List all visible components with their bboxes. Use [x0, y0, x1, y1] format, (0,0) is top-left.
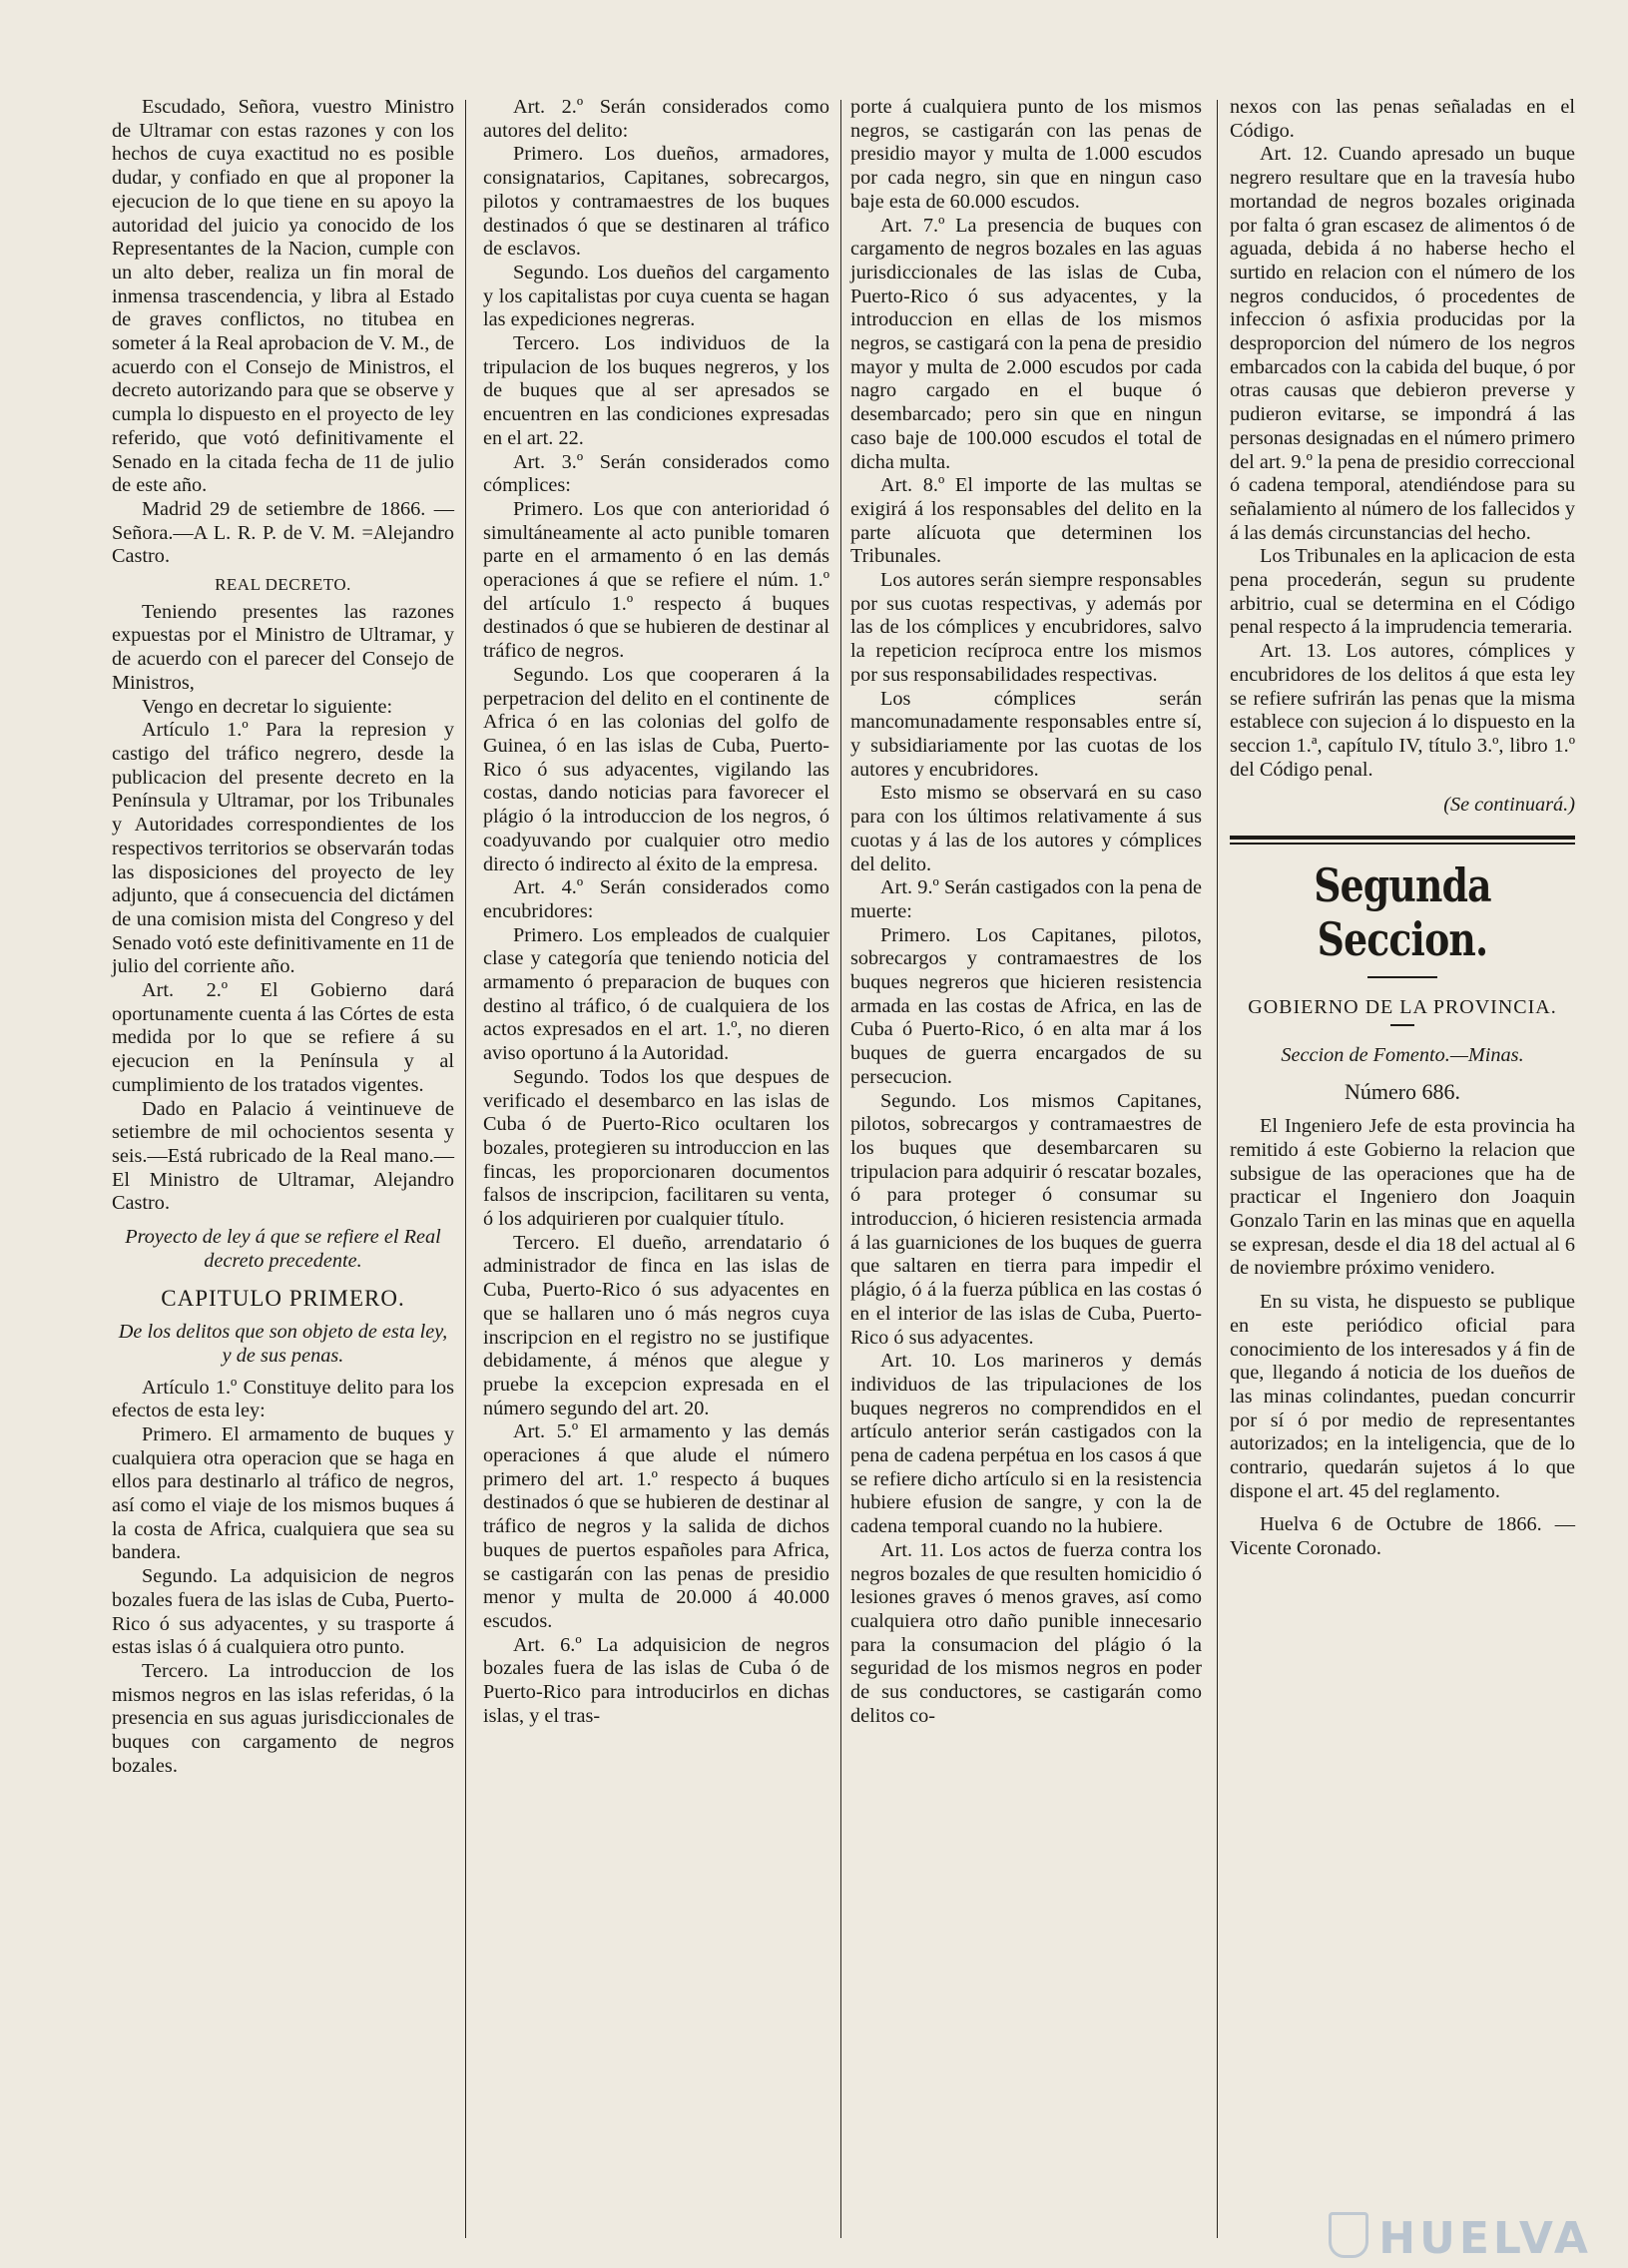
continuara-note: (Se continuará.) [1443, 794, 1575, 817]
paragraph: El Ingeniero Jefe de esta provincia ha remitido á este Gobierno la relacion que subsigue de las operaciones que ha de practicar el Ingeniero don Joaquin Gonzalo Tarin en las minas que en aquella se expresan, desde el dia 18 del actual al 6 de noviembre próximo venidero. [1230, 1115, 1575, 1280]
paragraph: Primero. Los Capitanes, pilotos, sobrecargos y contramaestres de los buques negreros que hicieren resistencia armada en las costas de Africa, en las de Cuba ó Puerto-Rico, ó en alta mar á los buques de guerra encargados de su persecucion. [850, 923, 1202, 1088]
paragraph: Los autores serán siempre responsables por sus cuotas respectivas, y además por las de los cómplices y encubridores, salvo la repeticion recíproca entre los mismos por sus responsabilidades respectivas. [850, 569, 1202, 686]
paragraph: Art. 9.º Serán castigados con la pena de muerte: [850, 876, 1202, 922]
paragraph: Primero. Los dueños, armadores, consignatarios, Capitanes, sobrecargos, pilotos y contramaestres de los buques destinados ó que se destinaren al tráfico de esclavos. [483, 143, 829, 261]
paragraph: Art. 13. Los autores, cómplices y encubridores de los delitos á que esta ley se refiere sufrirán las penas que la misma establece con sujecion á lo dispuesto en la seccion 1.ª, capítulo IV, título 3.º, libro 1.º del Código penal. [1230, 640, 1575, 781]
paragraph: Tercero. El dueño, arrendatario ó administrador de finca en las islas de Cuba, Puerto-Rico ó sus adyacentes en que se hallaren uno ó más negros cuya inscripcion en el registro no se justifique debidamente, á ménos que alegue y pruebe la excepcion expresada en el número segundo del art. 20. [483, 1231, 829, 1419]
paragraph: Art. 11. Los actos de fuerza contra los negros bozales de que resulten homicidio ó lesiones graves ó menos graves, así como cualquiera otro daño punible innecesario para la consumacion del plágio ó la seguridad de los mismos negros en poder de sus conductores, se castigarán como delitos co- [850, 1538, 1202, 1727]
shield-icon [1329, 2212, 1368, 2258]
paragraph: Art. 10. Los marineros y demás individuos de las tripulaciones de los buques negreros no comprendidos en el artículo anterior serán castigados con la pena de cadena perpétua en los casos á que se refiere dicho artículo si en la resistencia hubiere efusion de sangre, y con la de cadena temporal cuando no la hubiere. [850, 1350, 1202, 1538]
paragraph: Segundo. Los que cooperaren á la perpetracion del delito en el continente de Africa ó en las colonias del golfo de Guinea, ó en las islas de Cuba, Puerto-Rico ó sus adyacentes, vigilando las costas, dando noticias para favorecer el plágio ó la introduccion de los negros, ó coadyuvando por cualquier otro medio directo ó indirecto al éxito de la empresa. [483, 663, 829, 875]
column-rule [465, 100, 466, 2238]
column-rule [840, 100, 841, 2238]
paragraph: Art. 5.º El armamento y las demás operaciones á que alude el número primero del art. 1.º respecto á buques destinados ó que se hubieren de destinar al tráfico de negros y la salida de dichos buques de puertos españoles para Africa, se castigarán con las penas de presidio menor y multa de 20.000 á 40.000 escudos. [483, 1420, 829, 1632]
paragraph: Art. 12. Cuando apresado un buque negrero resultare que en la travesía hubo mortandad de negros bozales originada por falta ó gran escasez de alimentos ó de aguada, debida á no haberse hecho el surtido en relacion con el número de los negros conducidos, ó procedentes de infeccion ó asfixia producidas por la desproporcion del número de los negros embarcados con la cabida del buque, ó por otras causas que debieron preverse y pudieron evitarse, se impondrá á las personas designadas en el número primero del art. 9.º la pena de presidio correccional ó cadena temporal, atendiéndose para su señalamiento al número de los fallecidos y á las demás circunstancias del hecho. [1230, 143, 1575, 544]
numero-heading: Número 686. [1344, 1078, 1461, 1104]
column-3 [850, 96, 1202, 1729]
paragraph: Vengo en decretar lo siguiente: [142, 695, 393, 718]
paragraph: Tercero. Los individuos de la tripulacion de los buques negreros, y los de buques que al ser apresados se encuentren en las condiciones expresadas en el art. 22. [483, 332, 829, 449]
paragraph: Art. 2.º El Gobierno dará oportunamente cuenta á las Córtes de esta medida por lo que se refiere á su ejecucion en la Península y al cumplimiento de los tratados vigentes. [112, 979, 454, 1096]
paragraph: Los Tribunales en la aplicacion de esta pena procederán, segun su prudente arbitrio, cual se determina en el Código penal respecto á la imprudencia temeraria. [1230, 545, 1575, 639]
paragraph: Artículo 1.º Para la represion y castigo del tráfico negrero, desde la publicacion del presente decreto en la Península y Ultramar, por los Tribunales y Autoridades correspondientes de los respectivos territorios se observarán todas las disposiciones del proyecto de ley adjunto, que á consecuencia del dictámen de una comision mista del Congreso y del Senado votó este definitivamente en 11 de julio del corriente año. [112, 719, 454, 978]
paragraph: Art. 4.º Serán considerados como encubridores: [483, 876, 829, 922]
paragraph: Art. 3.º Serán considerados como cómplices: [483, 450, 829, 497]
ornament-rule [1367, 976, 1437, 978]
paragraph: Art. 7.º La presencia de buques con cargamento de negros bozales en las aguas jurisdiccionales de las islas de Cuba, Puerto-Rico ó sus adyacentes, y la introduccion en ellas de los mismos negros, se castigará con la pena de presidio mayor y multa de 2.000 escudos por cada nagro cargado en el buque ó desembarcado; pero sin que en ningun caso baje de 100.000 escudos el total de dicha multa. [850, 214, 1202, 473]
paragraph: Los cómplices serán mancomunadamente responsables entre sí, y subsidiariamente por las cuotas de los autores y encubridores. [850, 687, 1202, 781]
watermark-logo: HUELVA [1378, 2213, 1592, 2264]
paragraph: Teniendo presentes las razones expuestas por el Ministro de Ultramar, y de acuerdo con el parecer del Consejo de Ministros, [112, 600, 454, 694]
column-2 [483, 96, 829, 1729]
proyecto-heading: Proyecto de ley á que se refiere el Real decreto precedente. [125, 1226, 441, 1272]
paragraph: Artículo 1.º Constituye delito para los efectos de esta ley: [112, 1376, 454, 1422]
paragraph: Primero. Los empleados de cualquier clase y categoría que teniendo noticia del armamento ó preparacion de buques con destino al tráfico, ó de cualquiera de los actos expresados en el art. 1.º, no dieren aviso oportuno á la Autoridad. [483, 923, 829, 1065]
paragraph: Segundo. La adquisicion de negros bozales fuera de las islas de Cuba, Puerto-Rico ó sus adyacentes, y su trasporte á estas islas ó á cualquiera otro punto. [112, 1565, 454, 1659]
paragraph: Primero. El armamento de buques y cualquiera otra operacion que se haga en ellos para destinarlo al tráfico de negros, así como el viaje de los mismos buques á la costa de Africa, cualquiera que sea su bandera. [112, 1422, 454, 1564]
paragraph: En su vista, he dispuesto se publique en este periódico oficial para conocimiento de los interesados y á fin de que, llegando á noticia de los dueños de las minas colindantes, puedan concurrir por sí ó por medio de representantes autorizados; en la inteligencia, que de lo contrario, quedarán sujetos á lo que dispone el art. 45 del reglamento. [1230, 1291, 1575, 1502]
paragraph: Segundo. Todos los que despues de verificado el desembarco en las islas de Cuba ó de Puerto-Rico ocultaren los bozales, protegieren su introduccion en las fincas, les proporcionaren documentos falsos de inscripcion, facilitaren su venta, ó los adquirieren por cualquier título. [483, 1065, 829, 1231]
paragraph: Art. 6.º La adquisicion de negros bozales fuera de las islas de Cuba ó de Puerto-Rico para introducirlos en dichas islas, y el tras- [483, 1633, 829, 1727]
fomento-subheading: Seccion de Fomento.—Minas. [1281, 1043, 1524, 1066]
paragraph: Segundo. Los dueños del cargamento y los capitalistas por cuya cuenta se hagan las expediciones negreras. [483, 261, 829, 331]
paragraph: nexos con las penas señaladas en el Código. [1230, 96, 1575, 142]
paragraph: Primero. Los que con anterioridad ó simultáneamente al acto punible tomaren parte en el armamento ó en las demás operaciones á que se refiere el núm. 1.º del artículo 1.º respecto á buques destinados ó que se hubieren de destinar al tráfico de negros. [483, 497, 829, 663]
paragraph: Segundo. Los mismos Capitanes, pilotos, sobrecargos y contramaestres de los buques que desembarcaren su tripulacion para adquirir ó rescatar bozales, ó para proteger ó consumar su introduccion, ó hicieren resistencia armada á las guarniciones de los buques de guerra que saltaren en tierra para impedir el plágio, ó á la fuerza pública en las costas ó en el interior de las islas de Cuba, Puerto-Rico ó sus adyacentes. [850, 1089, 1202, 1349]
signature-line: Huelva 6 de Octubre de 1866. —Vicente Coronado. [1230, 1513, 1575, 1560]
gobierno-heading: GOBIERNO DE LA PROVINCIA. [1248, 996, 1557, 1019]
section-title: Segunda Seccion. [1314, 858, 1491, 967]
paragraph: Art. 2.º Serán considerados como autores del delito: [483, 96, 829, 142]
capitulo-heading: CAPITULO PRIMERO. [161, 1286, 405, 1312]
paragraph: porte á cualquiera punto de los mismos negros, se castigarán con las penas de presidio mayor y multa de 1.000 escudos por cada negro, sin que en ningun caso baje esta de 60.000 escudos. [850, 96, 1202, 213]
paragraph: Madrid 29 de setiembre de 1866. —Señora.—A L. R. P. de V. M. =Alejandro Castro. [112, 497, 454, 568]
paragraph: Dado en Palacio á veintinueve de setiembre de mil ochocientos sesenta y seis.—Está rubricado de la Real mano.—El Ministro de Ultramar, Alejandro Castro. [112, 1097, 454, 1215]
column-1 [112, 96, 454, 1779]
column-rule [1217, 100, 1218, 2238]
short-dash [1390, 1024, 1414, 1026]
real-decreto-heading: REAL DECRETO. [215, 575, 351, 595]
paragraph: Esto mismo se observará en su caso para con los últimos relativamente á sus cuotas y á las de los autores y cómplices del delito. [850, 782, 1202, 875]
paragraph: Escudado, Señora, vuestro Ministro de Ultramar con estas razones y con los hechos de cuya exactitud no es posible dudar, y confiado en que al proponer la ejecucion de lo que tiene en su apoyo la autoridad del juicio ya conocido de los Representantes de la Nacion, cumple con un alto deber, realiza un fin moral de inmensa trascendencia, y libra al Estado de graves conflictos, no titubea en someter á la Real aprobacion de V. M., de acuerdo con el Consejo de Ministros, el decreto autorizando para que se observe y cumpla lo dispuesto en el proyecto de ley referido, que votó definitivamente el Senado en la citada fecha de 11 de julio de este año. [112, 96, 454, 497]
delitos-subheading: De los delitos que son objeto de esta ley, y de sus penas. [118, 1321, 448, 1367]
paragraph: Tercero. La introduccion de los mismos negros en las islas referidas, ó la presencia en sus aguas jurisdiccionales de buques con cargamento de negros bozales. [112, 1660, 454, 1777]
column-4 [1230, 96, 1575, 1561]
paragraph: Art. 8.º El importe de las multas se exigirá á los responsables del delito en la parte alícuota que determinen los Tribunales. [850, 474, 1202, 568]
section-divider [1230, 836, 1575, 845]
